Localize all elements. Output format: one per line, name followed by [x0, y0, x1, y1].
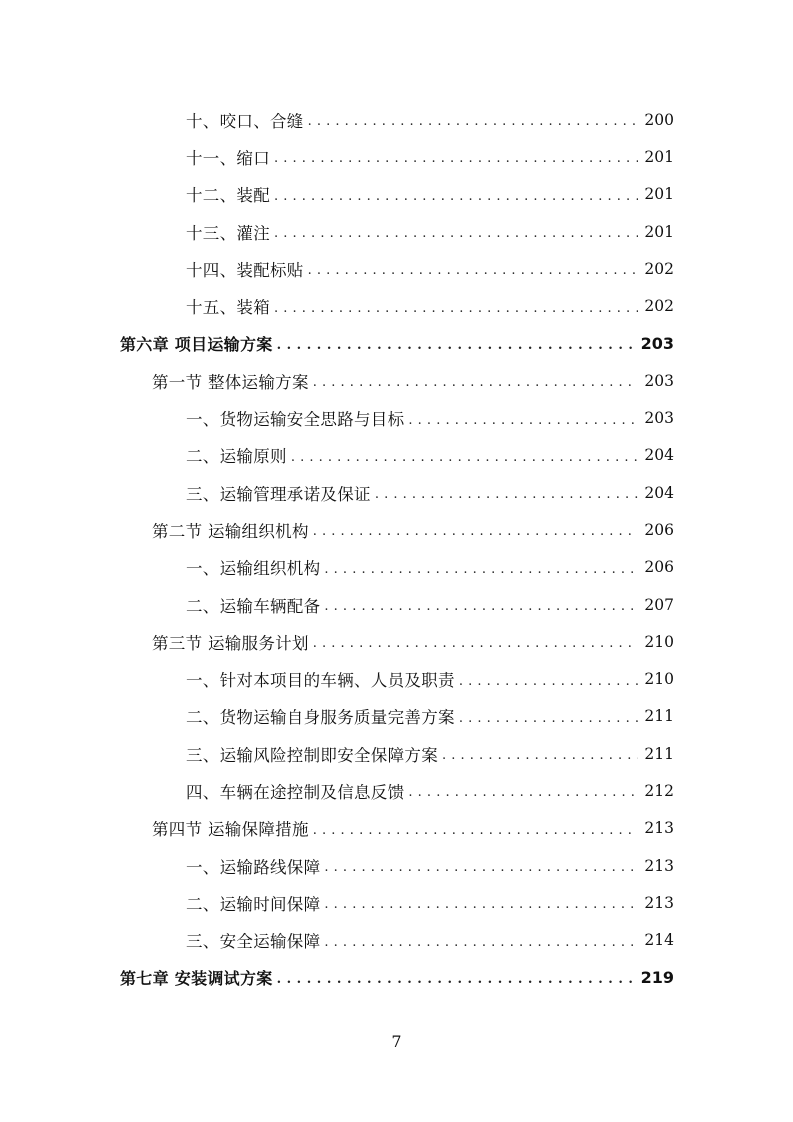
toc-entry-title: 三、运输管理承诺及保证: [186, 484, 371, 504]
toc-entry-page: 213: [644, 856, 674, 875]
toc-entry-title: 二、运输原则: [186, 447, 287, 467]
toc-entry-title: 第四节 运输保障措施: [152, 820, 309, 840]
toc-entry-title: 十二、装配: [186, 186, 270, 206]
toc-entry[interactable]: [0, 213, 793, 250]
toc-dot-leader: [459, 675, 639, 688]
toc-entry[interactable]: [0, 362, 793, 399]
toc-dot-leader: [324, 563, 638, 576]
toc-dot-leader: [324, 936, 638, 949]
toc-entry-title: 二、运输时间保障: [186, 894, 321, 914]
toc-entry-title: 十一、缩口: [186, 148, 270, 168]
toc-entry[interactable]: [0, 698, 793, 735]
toc-entry-page: 211: [644, 744, 674, 763]
toc-entry-page: 204: [644, 483, 674, 502]
toc-dot-leader: [408, 414, 638, 427]
toc-entry[interactable]: [0, 399, 793, 436]
toc-entry-title: 第七章 安装调试方案: [120, 968, 273, 988]
toc-entry-page: 206: [644, 558, 674, 577]
toc-dot-leader: [324, 861, 638, 874]
toc-entry[interactable]: [0, 474, 793, 511]
toc-dot-leader: [277, 339, 635, 352]
toc-entry-page: 201: [644, 222, 674, 241]
toc-entry[interactable]: [0, 623, 793, 660]
toc-entry-title: 二、货物运输自身服务质量完善方案: [186, 708, 455, 728]
toc-entry-page: 213: [644, 819, 674, 838]
toc-entry-page: 201: [644, 147, 674, 166]
toc-entry[interactable]: [0, 549, 793, 586]
toc-entry[interactable]: [0, 101, 793, 138]
toc-entry-title: 第三节 运输服务计划: [152, 633, 309, 653]
toc-entry-title: 三、运输风险控制即安全保障方案: [186, 745, 438, 765]
toc-entry[interactable]: [0, 772, 793, 809]
toc-entry-page: 203: [640, 333, 674, 353]
toc-entry-page: 203: [644, 409, 674, 428]
toc-entry[interactable]: [0, 810, 793, 847]
toc-entry-page: 212: [644, 781, 674, 800]
toc-dot-leader: [459, 712, 639, 725]
toc-dot-leader: [313, 525, 639, 538]
toc-dot-leader: [274, 302, 638, 315]
toc-dot-leader: [274, 152, 638, 165]
toc-entry-page: 210: [644, 670, 674, 689]
toc-entry-title: 四、车辆在途控制及信息反馈: [186, 782, 405, 802]
toc-entry-page: 203: [644, 371, 674, 390]
toc-entry[interactable]: [0, 250, 793, 287]
toc-entry[interactable]: [0, 847, 793, 884]
toc-dot-leader: [274, 190, 638, 203]
toc-entry-title: 第二节 运输组织机构: [152, 521, 309, 541]
toc-entry-title: 十五、装箱: [186, 298, 270, 318]
toc-entry-title: 十、咬口、合缝: [186, 111, 304, 131]
toc-dot-leader: [324, 600, 638, 613]
toc-entry-title: 一、货物运输安全思路与目标: [186, 410, 405, 430]
toc-dot-leader: [442, 749, 638, 762]
toc-entry-page: 211: [644, 707, 674, 726]
toc-entry-title: 二、运输车辆配备: [186, 596, 321, 616]
toc-entry-title: 第一节 整体运输方案: [152, 372, 309, 392]
toc-entry[interactable]: [0, 325, 793, 362]
toc-entry-title: 三、安全运输保障: [186, 932, 321, 952]
toc-entry-title: 第六章 项目运输方案: [120, 334, 273, 354]
toc-entry-title: 一、运输路线保障: [186, 857, 321, 877]
toc-entry[interactable]: [0, 660, 793, 697]
toc-dot-leader: [375, 488, 639, 501]
toc-entry[interactable]: [0, 138, 793, 175]
toc-entry-page: 206: [644, 520, 674, 539]
toc-entry[interactable]: [0, 437, 793, 474]
toc-entry-page: 201: [644, 185, 674, 204]
toc-dot-leader: [408, 786, 638, 799]
toc-entry[interactable]: [0, 176, 793, 213]
toc-dot-leader: [274, 227, 638, 240]
toc-entry-title: 一、运输组织机构: [186, 559, 321, 579]
toc-entry[interactable]: [0, 884, 793, 921]
toc-entry[interactable]: [0, 735, 793, 772]
toc-dot-leader: [324, 898, 638, 911]
toc-entry-page: 214: [644, 931, 674, 950]
toc-entry-page: 213: [644, 893, 674, 912]
toc-dot-leader: [313, 824, 639, 837]
toc-entry[interactable]: [0, 287, 793, 324]
table-of-contents: [0, 101, 793, 996]
toc-entry-title: 十四、装配标贴: [186, 260, 304, 280]
page-number: 7: [391, 1032, 402, 1051]
toc-dot-leader: [308, 115, 639, 128]
toc-entry[interactable]: [0, 511, 793, 548]
toc-dot-leader: [291, 451, 639, 464]
toc-dot-leader: [308, 264, 639, 277]
toc-entry-page: 202: [644, 259, 674, 278]
toc-entry-page: 200: [644, 110, 674, 129]
toc-entry-page: 219: [640, 967, 674, 987]
toc-entry-page: 207: [644, 595, 674, 614]
toc-entry-title: 十三、灌注: [186, 223, 270, 243]
toc-entry[interactable]: [0, 922, 793, 959]
toc-dot-leader: [313, 376, 639, 389]
toc-entry-page: 210: [644, 632, 674, 651]
toc-entry-page: 202: [644, 297, 674, 316]
toc-entry[interactable]: [0, 959, 793, 996]
toc-entry-title: 一、针对本项目的车辆、人员及职责: [186, 671, 455, 691]
toc-entry[interactable]: [0, 586, 793, 623]
toc-dot-leader: [313, 637, 639, 650]
toc-entry-page: 204: [644, 446, 674, 465]
toc-dot-leader: [277, 973, 635, 986]
